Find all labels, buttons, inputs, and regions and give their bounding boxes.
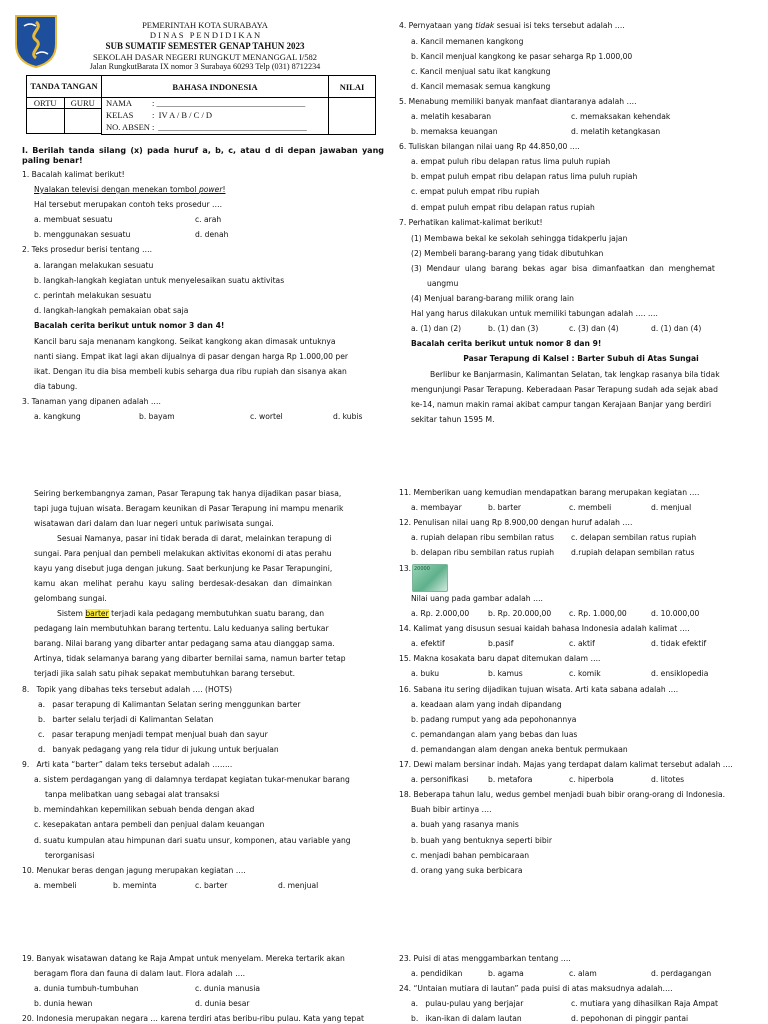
q14-option-c[interactable]: c. aktif: [569, 639, 595, 648]
q16-option-c[interactable]: c. pemandangan alam yang bebas dan luas: [411, 730, 578, 739]
class-options: : IV A / B / C / D: [152, 110, 213, 120]
q10-option-c[interactable]: c. barter: [195, 881, 228, 890]
q5-option-d[interactable]: d. melatih ketangkasan: [571, 127, 661, 136]
q7-statement: (1) Membawa bekal ke sekolah sehingga tidakperlu jajan: [411, 234, 628, 243]
q19-stem-cont: beragam flora dan fauna di dalam laut. Flora adalah ….: [34, 969, 246, 978]
story2-line: Berlibur ke Banjarmasin, Kalimantan Selatan, tak lengkap rasanya bila tidak: [430, 370, 720, 379]
q6-option-d[interactable]: d. empat puluh empat ribu delapan ratus rupiah: [411, 203, 595, 212]
signature-header: TANDA TANGAN: [27, 76, 102, 98]
q7-statement: uangmu: [427, 279, 459, 288]
q14-option-d[interactable]: d. tidak efektif: [651, 639, 707, 648]
teacher-sign-label: GURU: [64, 98, 102, 109]
q23-stem: 23. Puisi di atas menggambarkan tentang ….: [399, 954, 571, 963]
q18-stem-cont: Buah bibir artinya ….: [411, 805, 492, 814]
q24-option-d[interactable]: d. pepohonan di pinggir pantai: [571, 1014, 689, 1023]
q18-option-b[interactable]: b. buah yang bentuknya seperti bibir: [411, 836, 552, 845]
surabaya-crest-logo: [14, 14, 58, 68]
story2-paragraph: Sesuai Namanya, pasar ini tidak berada di darat, melainkan terapung di: [57, 534, 332, 543]
q24-option-b[interactable]: b. ikan-ikan di dalam lautan: [411, 1014, 522, 1023]
q15-option-d[interactable]: d. ensiklopedia: [651, 669, 709, 678]
story2-line: ke-14, namun makin ramai akibat campur tangan Kerajaan Banjar yang berdiri: [411, 400, 712, 409]
q7-option-d[interactable]: d. (1) dan (4): [651, 324, 702, 333]
absence-number-field[interactable]: ___________________________________: [158, 122, 307, 132]
q1-option-b[interactable]: b. menggunakan sesuatu: [34, 230, 131, 239]
exam-title: SUB SUMATIF SEMESTER GENAP TAHUN 2023: [105, 41, 305, 51]
q7-statement: (4) Menjual barang-barang milik orang lain: [411, 294, 574, 303]
name-field[interactable]: : ___________________________________: [152, 98, 306, 108]
story2-title: Pasar Terapung di Kalsel : Barter Subuh di Atas Sungai: [463, 354, 699, 363]
q23-option-a[interactable]: a. pendidikan: [411, 969, 463, 978]
q24-option-c[interactable]: c. mutiara yang dihasilkan Raja Ampat: [571, 999, 719, 1008]
story2-paragraph: kamu akan melihat perahu kayu saling berdesak-desakan dan dimainkan: [34, 579, 332, 588]
story2-paragraph: barang. Nilai barang yang dibarter antar pedagang sama atau dianggap sama.: [34, 639, 335, 648]
q9-option-d-cont: terorganisasi: [45, 851, 95, 860]
q19-option-d[interactable]: d. dunia besar: [195, 999, 250, 1008]
q13-number: 13.: [399, 564, 412, 573]
subject-name: BAHASA INDONESIA: [102, 76, 329, 98]
q24-option-a[interactable]: a. pulau-pulau yang berjajar: [411, 999, 524, 1008]
story2-paragraph: tapi juga tujuan wisata. Beragam keunikan di Pasar Terapung ini mampu menarik: [34, 504, 344, 513]
q13-option-b[interactable]: b. Rp. 20.000,00: [488, 609, 552, 618]
q8-option-c[interactable]: c. pasar terapung menjadi tempat menjual buah dan sayur: [38, 730, 268, 739]
q5-option-b[interactable]: b. memaksa keuangan: [411, 127, 498, 136]
q13-option-a[interactable]: a. Rp. 2.000,00: [411, 609, 470, 618]
parent-sign-box: [27, 109, 65, 134]
q9-stem: 9. Arti kata “barter” dalam teks tersebut adalah ……..: [22, 760, 233, 769]
story1-line: Kancil baru saja menanam kangkong. Seikat kangkong akan dimasak untuknya: [34, 337, 336, 346]
parent-sign-label: ORTU: [27, 98, 65, 109]
q5-option-c[interactable]: c. memaksakan kehendak: [571, 112, 671, 121]
q14-option-a[interactable]: a. efektif: [411, 639, 445, 648]
story2-paragraph: gelombang sungai.: [34, 594, 107, 603]
q7-option-b[interactable]: b. (1) dan (3): [488, 324, 539, 333]
story1-heading: Bacalah cerita berikut untuk nomor 3 dan 4!: [34, 321, 225, 330]
q9-option-a-cont: tanpa melibatkan uang sebagai alat transaksi: [45, 790, 220, 799]
story1-line: ikat. Dengan itu dia bisa membeli kubis seharga dua ribu rupiah dan sisanya akan: [34, 367, 347, 376]
q23-option-c[interactable]: c. alam: [569, 969, 597, 978]
govt-name: PEMERINTAH KOTA SURABAYA: [142, 20, 268, 30]
q10-option-d[interactable]: d. menjual: [278, 881, 319, 890]
q10-stem: 10. Menukar beras dengan jagung merupakan kegiatan ….: [22, 866, 246, 875]
q8-option-d[interactable]: d. banyak pedagang yang rela tidur di jukung untuk berjualan: [38, 745, 279, 754]
q12-stem: 12. Penulisan nilai uang Rp 8.900,00 dengan huruf adalah ….: [399, 518, 633, 527]
q17-option-b[interactable]: b. metafora: [488, 775, 533, 784]
q20-stem: 20. Indonesia merupakan negara … karena terdiri atas beribu-ribu pulau. Kata yang tepat: [22, 1014, 364, 1023]
q3-option-c[interactable]: c. wortel: [250, 412, 283, 421]
score-box: [329, 98, 376, 135]
story1-line: dia tabung.: [34, 382, 78, 391]
q13-stem: Nilai uang pada gambar adalah ….: [411, 594, 543, 603]
story2-paragraph: Seiring berkembangnya zaman, Pasar Terapung tak hanya dijadikan pasar biasa,: [34, 489, 342, 498]
q9-option-c[interactable]: c. kesepakatan antara pembeli dan penjual dalam keuangan: [34, 820, 265, 829]
q17-option-a[interactable]: a. personifikasi: [411, 775, 469, 784]
dept-name: D I N A S P E N D I D I K A N: [149, 30, 261, 40]
banknote-image: [412, 564, 448, 592]
story2-heading: Bacalah cerita berikut untuk nomor 8 dan 9!: [411, 339, 602, 348]
q8-option-b[interactable]: b. barter selalu terjadi di Kalimantan Selatan: [38, 715, 214, 724]
q15-stem: 15. Makna kosakata baru dapat ditemukan dalam ….: [399, 654, 601, 663]
q7-statement: (3) Mendaur ulang barang bekas agar bisa dimanfaatkan dan menghemat: [411, 264, 715, 273]
q18-stem: 18. Beberapa tahun lalu, wedus gembel menjadi buah bibir orang-orang di Indonesia.: [399, 790, 726, 799]
q2-option-b[interactable]: b. langkah-langkah kegiatan untuk menyelesaikan suatu aktivitas: [34, 276, 285, 285]
story2-line: sekitar tahun 1595 M.: [411, 415, 495, 424]
q6-option-b[interactable]: b. empat puluh empat ribu delapan ratus lima puluh rupiah: [411, 172, 638, 181]
q12-option-b[interactable]: b. delapan ribu sembilan ratus rupiah: [411, 548, 555, 557]
story2-line: mengunjungi Pasar Terapung. Keberadaan Pasar Terapung sudah ada sejak abad: [411, 385, 718, 394]
q11-option-b[interactable]: b. barter: [488, 503, 522, 512]
q10-option-a[interactable]: a. membeli: [34, 881, 77, 890]
barter-highlight: barter: [85, 609, 109, 618]
q18-option-d[interactable]: d. orang yang suka berbicara: [411, 866, 523, 875]
q11-stem: 11. Memberikan uang kemudian mendapatkan barang merupakan kegiatan ….: [399, 488, 700, 497]
q3-option-b[interactable]: b. bayam: [139, 412, 175, 421]
school-name: SEKOLAH DASAR NEGERI RUNGKUT MENANGGAL I/582: [92, 52, 318, 62]
story2-paragraph: pedagang lain membutuhkan barang tertentu. Lalu keduanya saling bertukar: [34, 624, 329, 633]
score-header: NILAI: [329, 76, 376, 98]
q4-option-b[interactable]: b. Kancil menjual kangkong ke pasar seharga Rp 1.000,00: [411, 52, 633, 61]
q8-option-a[interactable]: a. pasar terapung di Kalimantan Selatan sering menggunkan barter: [38, 700, 301, 709]
q11-option-d[interactable]: d. menjual: [651, 503, 692, 512]
q1-line: Hal tersebut merupakan contoh teks prosedur ….: [34, 200, 223, 209]
story2-paragraph: Artinya, tidak selamanya barang yang dibarter bernilai sama, namun barter tetap: [34, 654, 346, 663]
q19-option-a[interactable]: a. dunia tumbuh-tumbuhan: [34, 984, 139, 993]
q2-option-a[interactable]: a. larangan melakukan sesuatu: [34, 261, 154, 270]
q23-option-b[interactable]: b. agama: [488, 969, 524, 978]
q16-stem: 16. Sabana itu sering dijadikan tujuan wisata. Arti kata sabana adalah ….: [399, 685, 679, 694]
q1-stem: 1. Bacalah kalimat berikut!: [22, 170, 125, 179]
q4-option-d[interactable]: d. Kancil memasak semua kangkung: [411, 82, 551, 91]
story2-paragraph: Sistem barter terjadi kala pedagang membutuhkan suatu barang, dan: [57, 609, 325, 618]
q16-option-b[interactable]: b. padang rumput yang ada pepohonannya: [411, 715, 577, 724]
q5-option-a[interactable]: a. melatih kesabaran: [411, 112, 492, 121]
q8-stem: 8. Topik yang dibahas teks tersebut adalah …. (HOTS): [22, 685, 233, 694]
q24-stem: 24. “Untaian mutiara di lautan” pada puisi di atas maksudnya adalah….: [399, 984, 673, 993]
q19-option-c[interactable]: c. dunia manusia: [195, 984, 261, 993]
q1-option-c[interactable]: c. arah: [195, 215, 222, 224]
student-identity-table: [26, 75, 376, 135]
q23-option-d[interactable]: d. perdagangan: [651, 969, 712, 978]
q4-option-a[interactable]: a. Kancil memanen kangkong: [411, 37, 524, 46]
q7-stem: 7. Perhatikan kalimat-kalimat berikut!: [399, 218, 543, 227]
q13-option-c[interactable]: c. Rp. 1.000,00: [569, 609, 627, 618]
q6-stem: 6. Tuliskan bilangan nilai uang Rp 44.850,00 ….: [399, 142, 580, 151]
q3-option-a[interactable]: a. kangkung: [34, 412, 81, 421]
q16-option-a[interactable]: a. keadaan alam yang indah dipandang: [411, 700, 562, 709]
q18-option-a[interactable]: a. buah yang rasanya manis: [411, 820, 519, 829]
q5-stem: 5. Menabung memiliki banyak manfaat diantaranya adalah ….: [399, 97, 637, 106]
q6-option-c[interactable]: c. empat puluh empat ribu rupiah: [411, 187, 540, 196]
q15-option-b[interactable]: b. kamus: [488, 669, 523, 678]
story2-paragraph: terjadi jika salah satu pihak sepakat membutuhkan barang tersebut.: [34, 669, 296, 678]
q17-stem: 17. Dewi malam bersinar indah. Majas yang terdapat dalam kalimat tersebut adalah ….: [399, 760, 733, 769]
q3-stem: 3. Tanaman yang dipanen adalah ….: [22, 397, 161, 406]
q4-option-c[interactable]: c. Kancil menjual satu ikat kangkung: [411, 67, 551, 76]
q7-option-c[interactable]: c. (3) dan (4): [569, 324, 619, 333]
q17-option-c[interactable]: c. hiperbola: [569, 775, 614, 784]
q2-option-c[interactable]: c. perintah melakukan sesuatu: [34, 291, 152, 300]
q1-quote: Nyalakan televisi dengan menekan tombol power!: [34, 185, 226, 194]
name-label: NAMA: [106, 98, 132, 108]
q11-option-c[interactable]: c. membeli: [569, 503, 612, 512]
q7-question: Hal yang harus dilakukan untuk memiliki tabungan adalah …. ….: [411, 309, 658, 318]
q15-option-c[interactable]: c. komik: [569, 669, 601, 678]
q2-stem: 2. Teks prosedur berisi tentang ….: [22, 245, 153, 254]
q19-stem: 19. Banyak wisatawan datang ke Raja Ampat untuk menyelam. Mereka tertarik akan: [22, 954, 345, 963]
absence-number-label: NO. ABSEN :: [106, 122, 155, 132]
teacher-sign-box: [64, 109, 102, 134]
class-label: KELAS: [106, 110, 134, 120]
q4-stem: 4. Pernyataan yang tidak sesuai isi teks tersebut adalah ….: [399, 21, 625, 30]
q1-option-d[interactable]: d. denah: [195, 230, 229, 239]
story2-paragraph: wisatawan dari dalam dan luar negeri untuk pariwisata sungai.: [34, 519, 274, 528]
q14-option-b[interactable]: b.pasif: [488, 639, 514, 648]
story1-line: nanti siang. Empat ikat lagi akan dijualnya di pasar dengan harga Rp 1.000,00 per: [34, 352, 348, 361]
q2-option-d[interactable]: d. langkah-langkah pemakaian obat saja: [34, 306, 189, 315]
q9-option-d[interactable]: d. suatu kumpulan atau himpunan dari suatu unsur, komponen, atau variable yang: [34, 836, 351, 845]
q3-option-d[interactable]: d. kubis: [333, 412, 363, 421]
q10-option-b[interactable]: b. meminta: [113, 881, 157, 890]
story2-paragraph: sungai. Para penjual dan pembeli melakukan aktivitas ekonomi di atas perahu: [34, 549, 332, 558]
banknote-value: 20000: [414, 566, 430, 572]
q7-option-a[interactable]: a. (1) dan (2): [411, 324, 462, 333]
q15-option-a[interactable]: a. buku: [411, 669, 440, 678]
q9-option-a[interactable]: a. sistem perdagangan yang di dalamnya terdapat kegiatan tukar-menukar barang: [34, 775, 350, 784]
q11-option-a[interactable]: a. membayar: [411, 503, 462, 512]
q12-option-c[interactable]: c. delapan sembilan ratus rupiah: [571, 533, 697, 542]
q17-option-d[interactable]: d. litotes: [651, 775, 685, 784]
school-address: Jalan RungkutBarata IX nomor 3 Surabaya 60293 Telp (031) 8712234: [89, 62, 321, 71]
q19-option-b[interactable]: b. dunia hewan: [34, 999, 93, 1008]
story2-paragraph: kayu yang disebut juga dengan jukung. Saat berkunjung ke Pasar Terapungini,: [34, 564, 333, 573]
q9-option-b[interactable]: b. memindahkan kepemilikan sebuah benda dengan akad: [34, 805, 255, 814]
q1-option-a[interactable]: a. membuat sesuatu: [34, 215, 113, 224]
q13-option-d[interactable]: d. 10.000,00: [651, 609, 700, 618]
q14-stem: 14. Kalimat yang disusun sesuai kaidah bahasa Indonesia adalah kalimat ….: [399, 624, 690, 633]
q16-option-d[interactable]: d. pemandangan alam dengan aneka bentuk permukaan: [411, 745, 628, 754]
q7-statement: (2) Membeli barang-barang yang tidak dibutuhkan: [411, 249, 604, 258]
q6-option-a[interactable]: a. empat puluh ribu delapan ratus lima puluh rupiah: [411, 157, 611, 166]
instruction: I. Berilah tanda silang (x) pada huruf a, b, c, atau d di depan jawaban yang paling benar!: [22, 146, 384, 165]
q12-option-a[interactable]: a. rupiah delapan ribu sembilan ratus: [411, 533, 554, 542]
q18-option-c[interactable]: c. menjadi bahan pembicaraan: [411, 851, 530, 860]
q12-option-d[interactable]: d.rupiah delapan sembilan ratus: [571, 548, 695, 557]
